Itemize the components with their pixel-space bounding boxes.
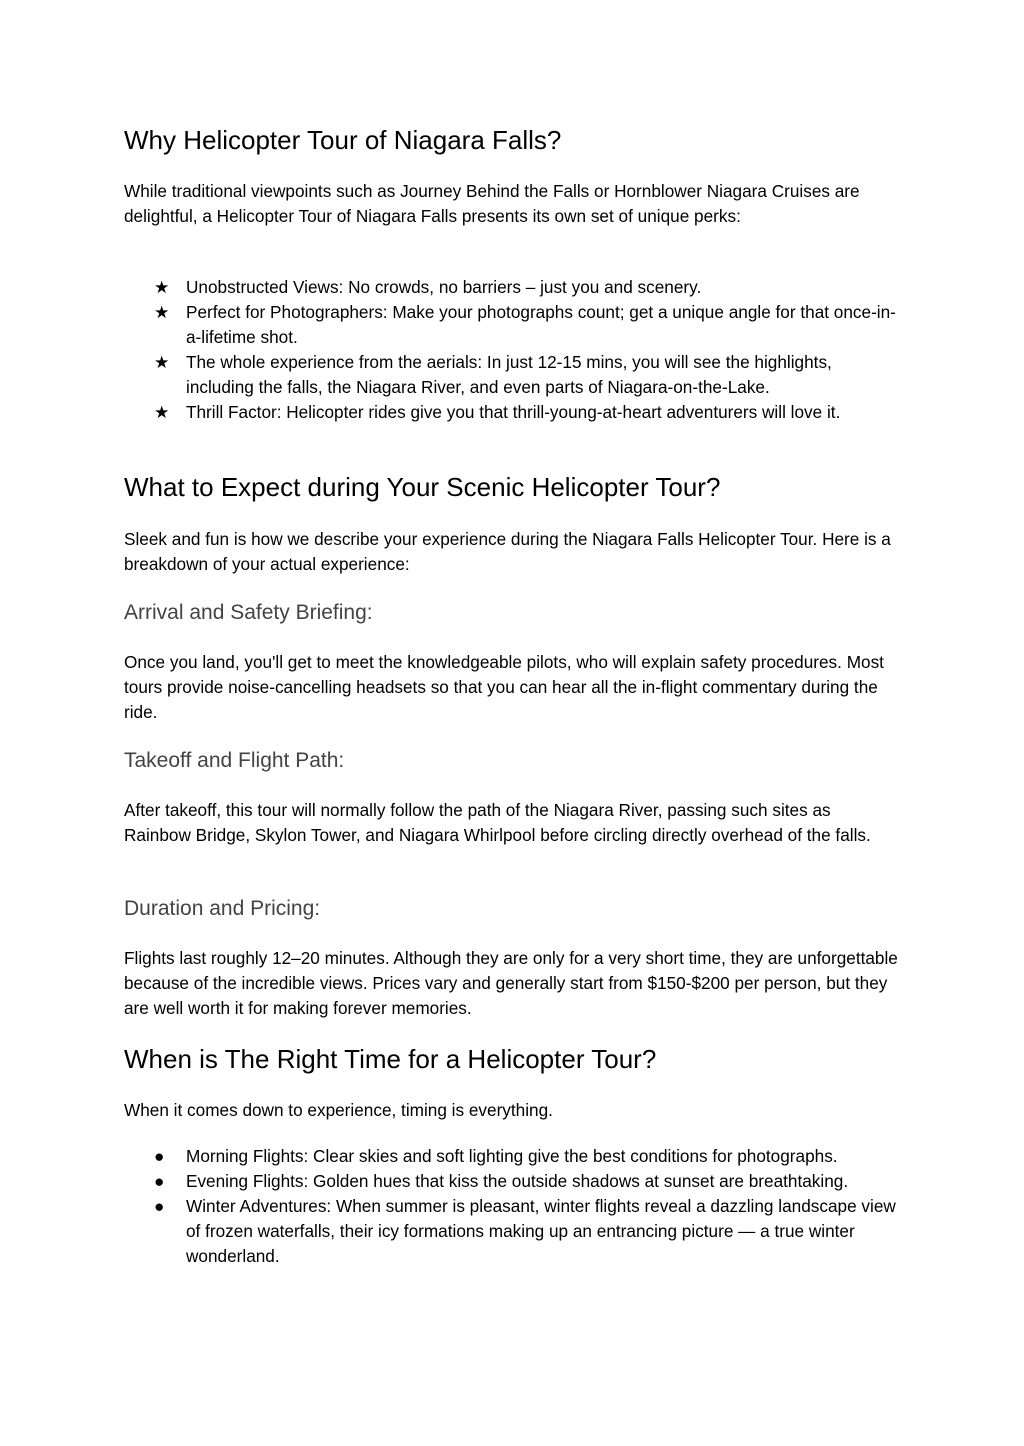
list-item-text: Morning Flights: Clear skies and soft lighting give the best conditions for photographs. — [186, 1146, 838, 1166]
bullet-dot-icon: ● — [154, 1146, 165, 1166]
list-item-text: Evening Flights: Golden hues that kiss the outside shadows at sunset are breathtaking. — [186, 1171, 849, 1191]
heading-why-helicopter-tour: Why Helicopter Tour of Niagara Falls? — [124, 125, 562, 155]
list-item — [124, 1169, 899, 1194]
list-item — [124, 1194, 899, 1269]
paragraph-why-intro: While traditional viewpoints such as Journey Behind the Falls or Hornblower Niagara Cruises are delightful, a Helicopter Tour of Niagara Falls presents its own set of unique perks: — [124, 181, 860, 226]
star-icon: ★ — [154, 277, 170, 297]
bullet-dot-icon: ● — [154, 1171, 165, 1191]
list-item — [124, 350, 899, 400]
list-item — [124, 400, 899, 425]
subheading-duration-pricing: Duration and Pricing: — [124, 897, 321, 920]
star-icon: ★ — [154, 402, 170, 422]
list-item-text: Winter Adventures: When summer is pleasant, winter flights reveal a dazzling landscape view of frozen waterfalls, their icy formations making up an entrancing picture — a true winter wonderland. — [186, 1196, 896, 1266]
bullet-dot-icon: ● — [154, 1196, 165, 1216]
list-item — [124, 275, 899, 300]
list-item-text: Thrill Factor: Helicopter rides give you that thrill-young-at-heart adventurers will love it. — [186, 402, 841, 422]
paragraph-when-intro: When it comes down to experience, timing is everything. — [124, 1100, 553, 1120]
paragraph-arrival-safety: Once you land, you'll get to meet the knowledgeable pilots, who will explain safety procedures. Most tours provide noise-cancelling headsets so that you can hear all the in-flight commentary during the ride. — [124, 652, 884, 722]
star-icon: ★ — [154, 302, 170, 322]
list-item — [124, 300, 899, 350]
paragraph-expect-intro: Sleek and fun is how we describe your experience during the Niagara Falls Helicopter Tour. Here is a breakdown of your actual experience: — [124, 529, 891, 574]
list-item — [124, 1144, 899, 1169]
list-item-text: The whole experience from the aerials: In just 12-15 mins, you will see the highlights, including the falls, the Niagara River, and even parts of Niagara-on-the-Lake. — [186, 352, 832, 397]
paragraph-duration-pricing: Flights last roughly 12–20 minutes. Although they are only for a very short time, they are unforgettable because of the incredible views. Prices vary and generally start from $150-$200 per person, but they are well worth it for making forever memories. — [124, 948, 898, 1018]
paragraph-takeoff-flight-path: After takeoff, this tour will normally follow the path of the Niagara River, passing such sites as Rainbow Bridge, Skylon Tower, and Niagara Whirlpool before circling directly overhead of the falls. — [124, 800, 871, 845]
heading-right-time: When is The Right Time for a Helicopter Tour? — [124, 1044, 657, 1074]
subheading-takeoff-flight-path: Takeoff and Flight Path: — [124, 749, 345, 772]
heading-what-to-expect: What to Expect during Your Scenic Helicopter Tour? — [124, 472, 721, 502]
star-bullet-list — [124, 275, 899, 425]
dot-bullet-list — [124, 1144, 899, 1269]
list-item-text: Perfect for Photographers: Make your photographs count; get a unique angle for that once-in-a-lifetime shot. — [186, 302, 896, 347]
star-icon: ★ — [154, 352, 170, 372]
list-item-text: Unobstructed Views: No crowds, no barriers – just you and scenery. — [186, 277, 702, 297]
subheading-arrival-safety: Arrival and Safety Briefing: — [124, 601, 373, 624]
